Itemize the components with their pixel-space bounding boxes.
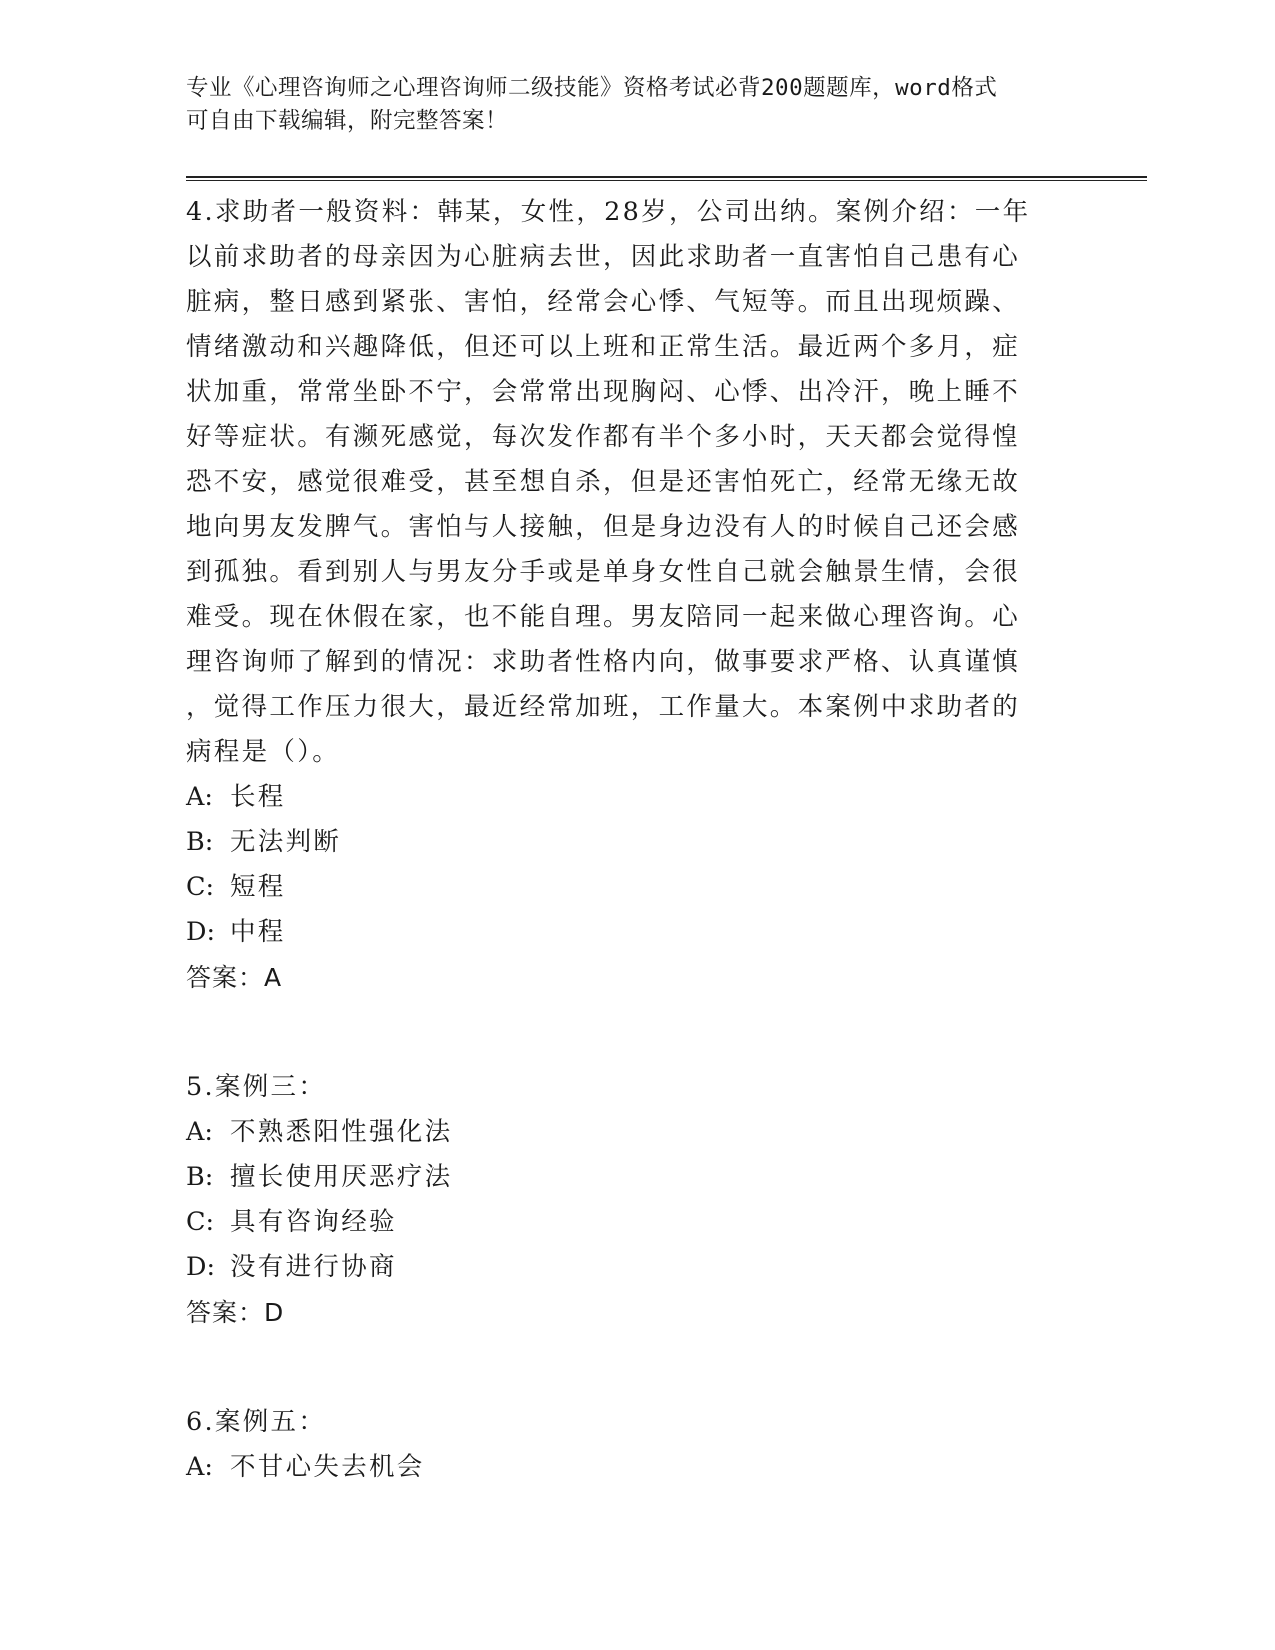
question-text-line: 理咨询师了解到的情况：求助者性格内向，做事要求严格、认真谨慎 [186, 647, 1021, 677]
question-text-line: 4.求助者一般资料：韩某，女性，28岁，公司出纳。案例介绍：一年 [186, 197, 1031, 227]
question-text-line: 以前求助者的母亲因为心脏病去世，因此求助者一直害怕自己患有心 [186, 242, 1021, 272]
answer-label: 答案：A [186, 963, 283, 992]
option-d [186, 1245, 1086, 1290]
option-key: A: [186, 782, 214, 812]
header-line-1: 专业《心理咨询师之心理咨询师二级技能》资格考试必背200题题库，word格式 [186, 75, 998, 101]
option-text: 中程 [230, 917, 286, 947]
question-text-line: 难受。现在休假在家，也不能自理。男友陪同一起来做心理咨询。心 [186, 602, 1021, 632]
option-text: 具有咨询经验 [230, 1207, 397, 1237]
question-text-line: 6.案例五： [186, 1407, 327, 1437]
option-text: 没有进行协商 [230, 1252, 397, 1282]
option-a [186, 1110, 1086, 1155]
option-key: A: [186, 1452, 214, 1482]
question-text-line: ，觉得工作压力很大，最近经常加班，工作量大。本案例中求助者的 [186, 692, 1021, 722]
question-text-line: 地向男友发脾气。害怕与人接触，但是身边没有人的时候自己还会感 [186, 512, 1021, 542]
question-spacer [186, 1335, 1086, 1400]
question-4-text [186, 190, 1086, 775]
document-header [186, 72, 1066, 138]
option-text: 不甘心失去机会 [230, 1452, 425, 1482]
option-text: 短程 [230, 872, 286, 902]
question-5 [186, 1065, 1086, 1335]
option-key: D: [186, 917, 216, 947]
answer-label: 答案：D [186, 1298, 285, 1327]
option-text: 擅长使用厌恶疗法 [230, 1162, 453, 1192]
option-text: 不熟悉阳性强化法 [230, 1117, 453, 1147]
option-c [186, 1200, 1086, 1245]
header-line-2: 可自由下载编辑，附完整答案！ [186, 108, 509, 134]
option-key: C: [186, 1207, 215, 1237]
option-key: A: [186, 1117, 214, 1147]
question-4 [186, 190, 1086, 1000]
option-d [186, 910, 1086, 955]
question-spacer [186, 1000, 1086, 1065]
option-key: D: [186, 1252, 216, 1282]
question-text-line: 脏病，整日感到紧张、害怕，经常会心悸、气短等。而且出现烦躁、 [186, 287, 1021, 317]
option-a [186, 1445, 1086, 1490]
option-c [186, 865, 1086, 910]
option-key: C: [186, 872, 215, 902]
option-a [186, 775, 1086, 820]
option-key: B: [186, 1162, 214, 1192]
question-list [186, 190, 1086, 1490]
question-text-line: 好等症状。有濒死感觉，每次发作都有半个多小时，天天都会觉得惶 [186, 422, 1021, 452]
option-b [186, 1155, 1086, 1200]
question-text-line: 状加重，常常坐卧不宁，会常常出现胸闷、心悸、出冷汗，晚上睡不 [186, 377, 1021, 407]
option-text: 无法判断 [230, 827, 342, 857]
question-text-line: 恐不安，感觉很难受，甚至想自杀，但是还害怕死亡，经常无缘无故 [186, 467, 1021, 497]
question-text-line: 情绪激动和兴趣降低，但还可以上班和正常生活。最近两个多月，症 [186, 332, 1021, 362]
question-text-line: 5.案例三： [186, 1072, 327, 1102]
header-divider-thick [186, 176, 1147, 178]
question-text-line: 病程是（）。 [186, 737, 341, 767]
question-6 [186, 1400, 1086, 1490]
question-text-line: 到孤独。看到别人与男友分手或是单身女性自己就会触景生情，会很 [186, 557, 1021, 587]
header-divider-thin [186, 180, 1147, 181]
option-key: B: [186, 827, 214, 857]
option-text: 长程 [230, 782, 286, 812]
option-b [186, 820, 1086, 865]
